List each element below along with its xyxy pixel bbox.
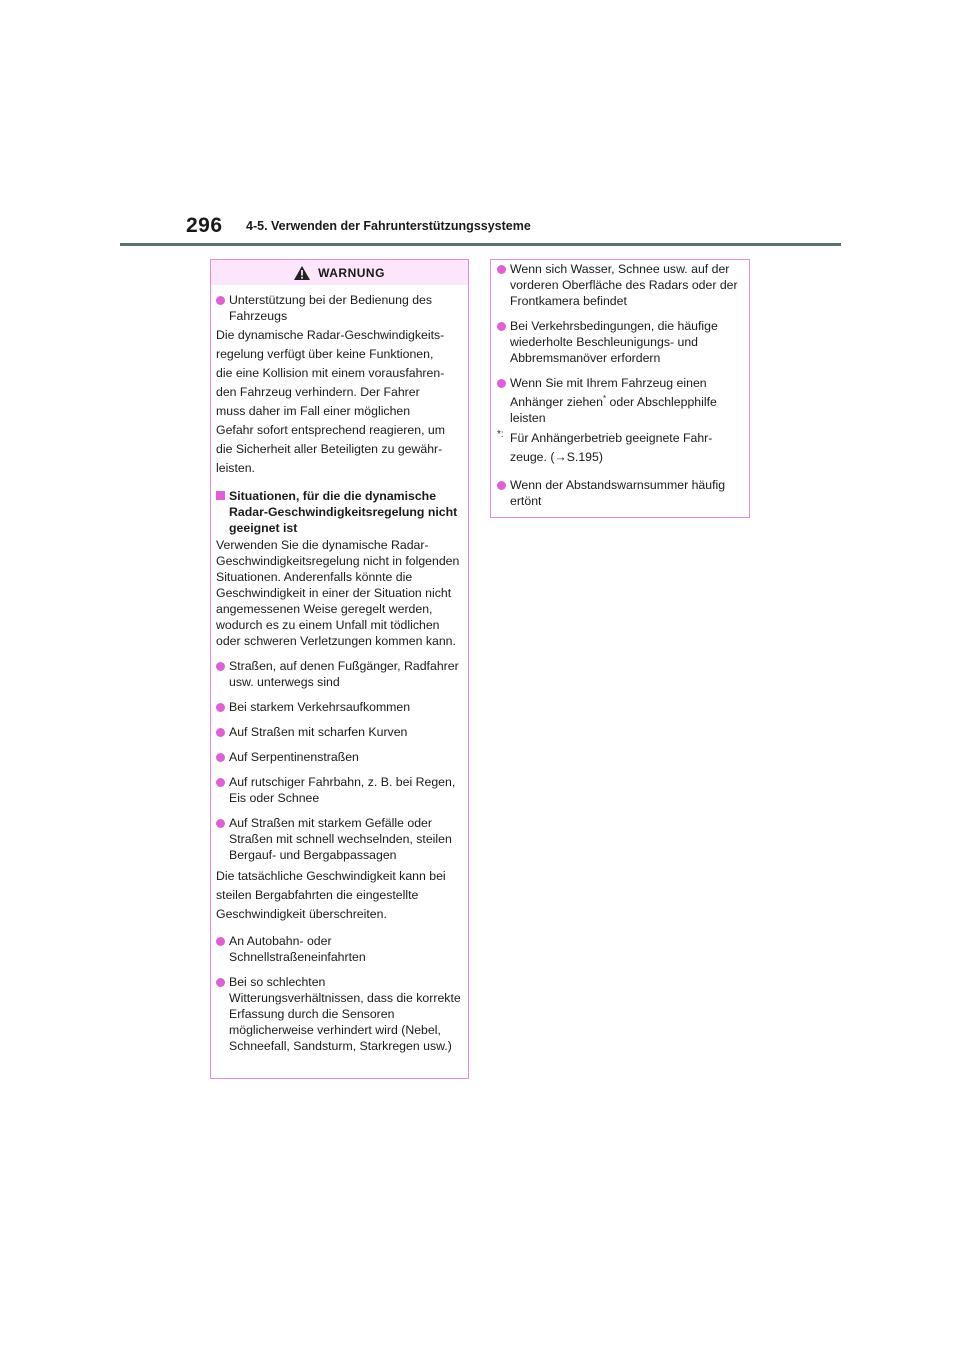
list-item: [497, 477, 743, 509]
section-intro: Verwenden Sie die dynamische Radar-Geschwindigkeitsregelung nicht in folgenden Situationen. Anderenfalls könnte die Geschwindigkeit in einer der Situation nicht angemessenen Weise geregelt werden, wodurch es zu einem Unfall mit tödlichen oder schweren Verletzungen kommen kann.: [216, 538, 460, 648]
item-text: Auf Straßen mit starkem Gefälle oder Straßen mit schnell wechselnden, steilen Bergauf- und Bergabpassagen: [229, 816, 452, 862]
bullet-icon: [216, 819, 225, 828]
bullet-icon: [497, 265, 506, 274]
page-number: 296: [186, 214, 223, 237]
paragraph: [216, 867, 462, 924]
paragraph: [216, 326, 462, 478]
text-line: leisten.: [216, 461, 255, 475]
bullet-icon: [216, 937, 225, 946]
list-item: [497, 261, 743, 309]
item-text: Wenn sich Wasser, Schnee usw. auf der vorderen Oberfläche des Radars oder der Frontkamera befindet: [510, 262, 738, 308]
text-line: Die tatsächliche Geschwindigkeit kann bei: [216, 869, 446, 883]
bullet-icon: [216, 753, 225, 762]
footnote-line: zeuge. (→S.195): [510, 450, 603, 465]
header-rule: [120, 243, 841, 246]
warning-header: [211, 260, 468, 285]
text-line: muss daher im Fall einer möglichen: [216, 404, 411, 418]
section-title: 4-5. Verwenden der Fahrunterstützungssysteme: [246, 219, 531, 233]
bullet-icon: [497, 481, 506, 490]
footnote: [497, 430, 743, 468]
text-line: die Sicherheit aller Beteiligten zu gewähr-: [216, 442, 443, 456]
warning-title: WARNUNG: [318, 265, 385, 280]
item-text: Bei starkem Verkehrsaufkommen: [229, 700, 411, 714]
list-item: [216, 292, 462, 324]
text-line: den Fahrzeug verhindern. Der Fahrer: [216, 385, 420, 399]
heading-text: Situationen, für die die dynamische Radar-Geschwindigkeitsregelung nicht geeignet ist: [229, 489, 458, 535]
bullet-icon: [216, 662, 225, 671]
item-text: Bei so schlechten Witterungsverhältnissen, dass die korrekte Erfassung durch die Sensoren möglicherweise verhindert wird (Nebel, Schneefall, Sandsturm, Starkregen usw.): [229, 975, 461, 1053]
bullet-icon: [216, 728, 225, 737]
list-item: [216, 749, 462, 765]
bullet-icon: [497, 322, 506, 331]
item-text: Wenn der Abstandswarnsummer häufig ertönt: [510, 478, 726, 509]
text-line: steilen Bergabfahrten die eingestellte: [216, 888, 419, 902]
bullet-icon: [216, 978, 225, 987]
list-item: [216, 699, 462, 715]
warning-box: [210, 259, 469, 1079]
text-line: Geschwindigkeit überschreiten.: [216, 907, 387, 921]
bullet-icon: [497, 379, 506, 388]
list-item: [216, 724, 462, 740]
continued-warning-box: [490, 259, 750, 518]
item-text: oder Abschlepphilfe leisten: [510, 395, 717, 426]
text-line: die eine Kollision mit einem vorausfahren-: [216, 366, 445, 380]
list-item: [216, 658, 462, 690]
item-text: An Autobahn- oder Schnellstraßeneinfahrten: [229, 934, 366, 964]
list-item: [216, 933, 462, 965]
square-bullet-icon: [216, 491, 225, 500]
list-item: [216, 774, 462, 806]
text-line: Die dynamische Radar-Geschwindigkeits-: [216, 328, 445, 342]
list-item: [497, 318, 743, 366]
warning-triangle-icon: [294, 266, 310, 280]
footnote-mark: *:: [497, 429, 504, 441]
item-text: Bei Verkehrsbedingungen, die häufige wiederholte Beschleunigungs- und Abbremsmanöver erfordern: [510, 319, 718, 365]
item-text: Auf rutschiger Fahrbahn, z. B. bei Regen, Eis oder Schnee: [229, 775, 456, 805]
section-heading: [216, 488, 462, 536]
item-text: Wenn Sie mit Ihrem Fahrzeug einen Anhänger ziehen: [510, 376, 707, 410]
footnote-reference: *: [602, 394, 607, 403]
item-text: Auf Straßen mit scharfen Kurven: [229, 725, 408, 739]
bullet-icon: [216, 296, 225, 305]
text-line: Gefahr sofort entsprechend reagieren, um: [216, 423, 445, 437]
item-text: Unterstützung bei der Bedienung des Fahrzeugs: [229, 293, 433, 323]
item-text: Auf Serpentinenstraßen: [229, 750, 359, 764]
item-text: Straßen, auf denen Fußgänger, Radfahrer usw. unterwegs sind: [229, 659, 459, 689]
list-item: [497, 375, 743, 426]
bullet-icon: [216, 778, 225, 787]
list-item: [216, 815, 462, 863]
text-line: regelung verfügt über keine Funktionen,: [216, 347, 434, 361]
footnote-line: Für Anhängerbetrieb geeignete Fahr-: [510, 431, 713, 446]
list-item: [216, 974, 462, 1054]
bullet-icon: [216, 703, 225, 712]
